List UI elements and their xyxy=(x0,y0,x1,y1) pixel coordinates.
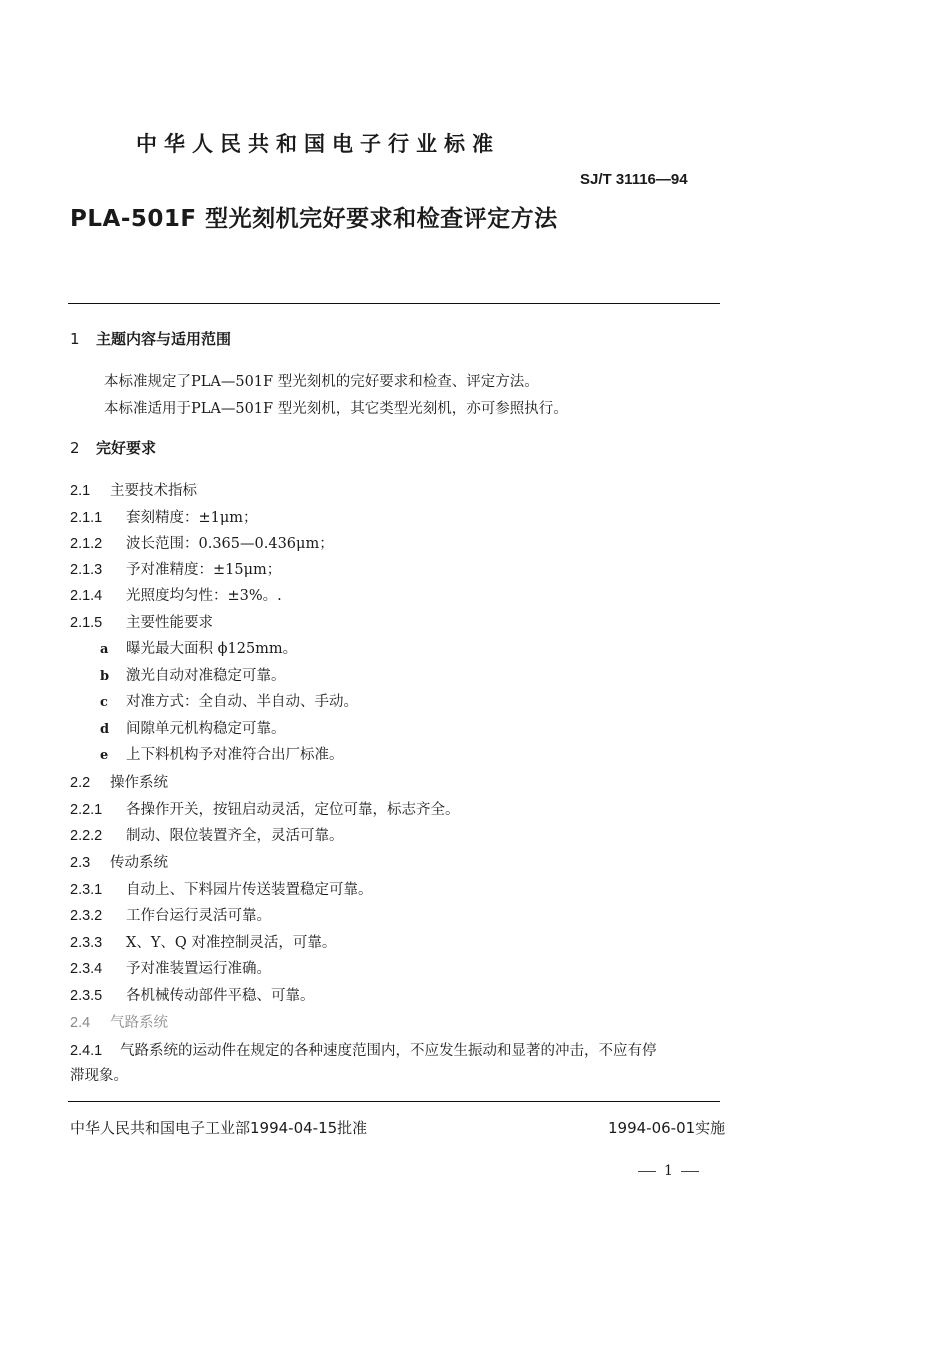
clause-text: X、Y、Q 对准控制灵活，可靠。 xyxy=(126,935,337,951)
clause-2-1-3 xyxy=(70,558,281,579)
clause-2-3-5 xyxy=(70,984,315,1005)
list-item xyxy=(100,717,286,738)
clause-2-4 xyxy=(70,1011,168,1032)
clause-2-1-5 xyxy=(70,611,213,632)
item-marker: d xyxy=(100,722,110,737)
clause-text: 波长范围：0.365—0.436μm； xyxy=(126,536,334,552)
clause-2-1 xyxy=(70,479,197,500)
clause-2-1-1 xyxy=(70,506,258,527)
clause-2-4-1-continuation: 滞现象。 xyxy=(70,1068,128,1084)
clause-text: 传动系统 xyxy=(110,855,168,871)
clause-text: 予对准装置运行准确。 xyxy=(126,961,271,977)
title-divider xyxy=(68,303,720,304)
clause-text: 套刻精度：±1μm； xyxy=(126,510,258,526)
item-text: 激光自动对准稳定可靠。 xyxy=(126,668,286,684)
clause-text: 光照度均匀性：±3%。. xyxy=(126,588,282,604)
clause-number: 2.1 xyxy=(70,483,91,499)
clause-2-4-1 xyxy=(70,1039,657,1060)
clause-2-3-4 xyxy=(70,957,271,978)
clause-text: 工作台运行灵活可靠。 xyxy=(126,908,271,924)
clause-text: 各机械传动部件平稳、可靠。 xyxy=(126,988,315,1004)
approval-statement: 中华人民共和国电子工业部1994-04-15批准 xyxy=(70,1119,368,1137)
clause-number: 2.4.1 xyxy=(70,1043,103,1059)
clause-text: 气路系统的运动件在规定的各种速度范围内，不应发生振动和显著的冲击，不应有停 xyxy=(120,1043,657,1059)
clause-text: 主要性能要求 xyxy=(126,615,213,631)
clause-text: 操作系统 xyxy=(110,775,168,791)
clause-2-2-2 xyxy=(70,824,344,845)
list-item xyxy=(100,664,286,685)
section-1-paragraph-2: 本标准适用于PLA—501F 型光刻机，其它类型光刻机，亦可参照执行。 xyxy=(104,401,568,417)
document-title: PLA-501F 型光刻机完好要求和检查评定方法 xyxy=(70,206,558,232)
clause-number: 2.3.4 xyxy=(70,961,103,977)
item-marker: a xyxy=(100,642,109,657)
clause-number: 2.1.4 xyxy=(70,588,103,604)
clause-number: 2.3.3 xyxy=(70,935,103,951)
clause-2-3-3 xyxy=(70,931,336,952)
page-number xyxy=(630,1163,707,1179)
item-marker: e xyxy=(100,748,109,763)
clause-number: 2.3.2 xyxy=(70,908,103,924)
clause-number: 2.1.3 xyxy=(70,562,103,578)
section-2-heading xyxy=(70,437,156,458)
clause-number: 2.2 xyxy=(70,775,91,791)
list-item xyxy=(100,637,297,658)
header-standard-title: 中华人民共和国电子行业标准 xyxy=(136,132,500,156)
clause-2-1-4 xyxy=(70,584,282,605)
page-dash-right xyxy=(681,1171,699,1172)
clause-number: 2.1.2 xyxy=(70,536,103,552)
clause-number: 2.2.1 xyxy=(70,802,103,818)
item-marker: c xyxy=(100,695,108,710)
clause-2-3 xyxy=(70,851,168,872)
item-marker: b xyxy=(100,669,110,684)
page-dash-left xyxy=(638,1171,656,1172)
clause-text: 予对准精度：±15μm； xyxy=(126,562,282,578)
clause-text: 主要技术指标 xyxy=(110,483,197,499)
clause-text: 各操作开关，按钮启动灵活，定位可靠，标志齐全。 xyxy=(126,802,460,818)
footer-divider xyxy=(68,1101,720,1102)
clause-text: 自动上、下料园片传送装置稳定可靠。 xyxy=(126,882,373,898)
list-item xyxy=(100,690,358,711)
clause-2-2 xyxy=(70,771,168,792)
clause-number: 2.1.1 xyxy=(70,510,103,526)
clause-2-3-1 xyxy=(70,878,373,899)
clause-number: 2.1.5 xyxy=(70,615,103,631)
item-text: 对准方式：全自动、半自动、手动。 xyxy=(126,694,358,710)
section-title: 主题内容与适用范围 xyxy=(96,330,232,348)
list-item xyxy=(100,743,344,764)
clause-2-2-1 xyxy=(70,798,460,819)
item-text: 曝光最大面积 ϕ125mm。 xyxy=(126,641,298,657)
clause-2-3-2 xyxy=(70,904,271,925)
section-number: 2 xyxy=(70,439,80,457)
clause-text: 气路系统 xyxy=(110,1015,168,1031)
clause-number: 2.3.5 xyxy=(70,988,103,1004)
clause-2-1-2 xyxy=(70,532,334,553)
clause-number: 2.3.1 xyxy=(70,882,103,898)
item-text: 上下料机构予对准符合出厂标准。 xyxy=(126,747,344,763)
section-1-paragraph-1: 本标准规定了PLA—501F 型光刻机的完好要求和检查、评定方法。 xyxy=(104,374,539,390)
standard-code: SJ/T 31116—94 xyxy=(580,171,688,188)
section-title: 完好要求 xyxy=(96,439,157,457)
clause-number: 2.2.2 xyxy=(70,828,103,844)
item-text: 间隙单元机构稳定可靠。 xyxy=(126,721,286,737)
section-1-heading xyxy=(70,328,231,349)
page-number-value: 1 xyxy=(664,1163,673,1179)
clause-text: 制动、限位装置齐全，灵活可靠。 xyxy=(126,828,344,844)
clause-number: 2.3 xyxy=(70,855,91,871)
clause-number: 2.4 xyxy=(70,1015,91,1031)
implementation-date: 1994-06-01实施 xyxy=(608,1119,726,1137)
section-number: 1 xyxy=(70,330,80,348)
